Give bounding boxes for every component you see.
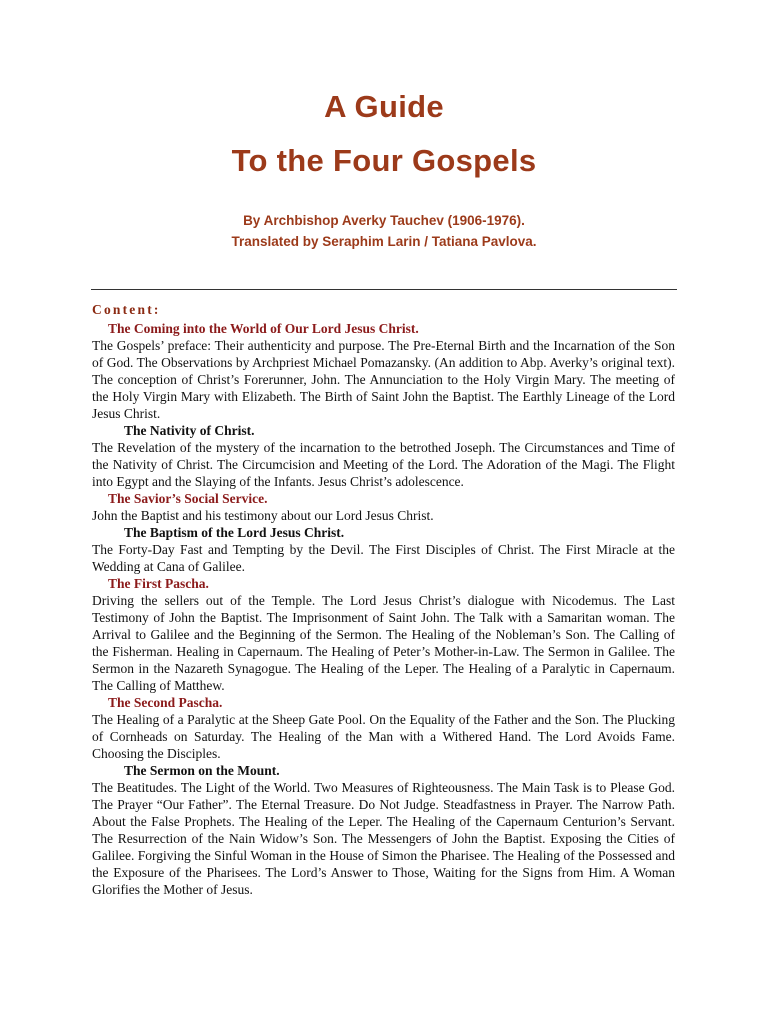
contents-paragraph: The Forty-Day Fast and Tempting by the Devil. The First Disciples of Christ. The First Miracle at the Wedding at Cana of Galilee. bbox=[92, 542, 675, 574]
horizontal-divider bbox=[91, 289, 677, 290]
translator-byline: Translated by Seraphim Larin / Tatiana Pavlova. bbox=[231, 234, 537, 249]
contents-paragraph: The Healing of a Paralytic at the Sheep Gate Pool. On the Equality of the Father and the Son. The Plucking of Cornheads on Saturday. The Healing of the Man with a Withered Hand. The Lord Avoids Fame. Choosing the Disciples. bbox=[92, 712, 675, 761]
contents-paragraph: The Revelation of the mystery of the incarnation to the betrothed Joseph. The Circumstances and Time of the Nativity of Christ. The Circumcision and Meeting of the Lord. The Adoration of the Magi. The Flight into Egypt and the Slaying of the Infants. Jesus Christ’s adolescence. bbox=[92, 440, 675, 489]
chapter-heading: The Savior’s Social Service. bbox=[108, 491, 268, 506]
chapter-heading: The First Pascha. bbox=[108, 576, 209, 591]
chapter-heading: The Second Pascha. bbox=[108, 695, 223, 710]
section-heading: The Nativity of Christ. bbox=[124, 423, 255, 438]
author-byline: By Archbishop Averky Tauchev (1906-1976). bbox=[243, 213, 525, 228]
chapter-heading: The Coming into the World of Our Lord Jesus Christ. bbox=[108, 321, 419, 336]
document-title-line-1: A Guide bbox=[324, 89, 444, 124]
section-heading: The Sermon on the Mount. bbox=[124, 763, 280, 778]
contents-paragraph: The Gospels’ preface: Their authenticity and purpose. The Pre-Eternal Birth and the Incarnation of the Son of God. The Observations by Archpriest Michael Pomazansky. (An addition to Abp. Averky’s original text). The conception of Christ’s Forerunner, John. The Annunciation to the Holy Virgin Mary. The meeting of the Holy Virgin Mary with Elizabeth. The Birth of Saint John the Baptist. The Earthly Lineage of the Lord Jesus Christ. bbox=[92, 338, 675, 421]
content-heading: Content: bbox=[92, 302, 161, 317]
section-heading: The Baptism of the Lord Jesus Christ. bbox=[124, 525, 345, 540]
contents-paragraph: The Beatitudes. The Light of the World. Two Measures of Righteousness. The Main Task is to Please God. The Prayer “Our Father”. The Eternal Treasure. Do Not Judge. Steadfastness in Prayer. The Narrow Path. About the False Prophets. The Healing of the Leper. The Healing of the Capernaum Centurion’s Servant. The Resurrection of the Nain Widow’s Son. The Messengers of John the Baptist. Exposing the Cities of Galilee. Forgiving the Sinful Woman in the House of Simon the Pharisee. The Healing of the Possessed and the Exposure of the Pharisees. The Lord’s Answer to Those, Waiting for the Signs from Him. A Woman Glorifies the Mother of Jesus. bbox=[92, 780, 675, 897]
contents-paragraph: John the Baptist and his testimony about our Lord Jesus Christ. bbox=[92, 508, 434, 523]
document-title-line-2: To the Four Gospels bbox=[231, 143, 537, 178]
contents-paragraph: Driving the sellers out of the Temple. The Lord Jesus Christ’s dialogue with Nicodemus. The Last Testimony of John the Baptist. The Imprisonment of Saint John. The Talk with a Samaritan woman. The Arrival to Galilee and the Beginning of the Sermon. The Healing of the Nobleman’s Son. The Calling of the Fisherman. Healing in Capernaum. The Healing of Peter’s Mother-in-Law. The Sermon in Galilee. The Sermon in the Nazareth Synagogue. The Healing of the Leper. The Healing of a Paralytic in Capernaum. The Calling of Matthew. bbox=[92, 593, 675, 693]
table-of-contents bbox=[92, 301, 675, 898]
